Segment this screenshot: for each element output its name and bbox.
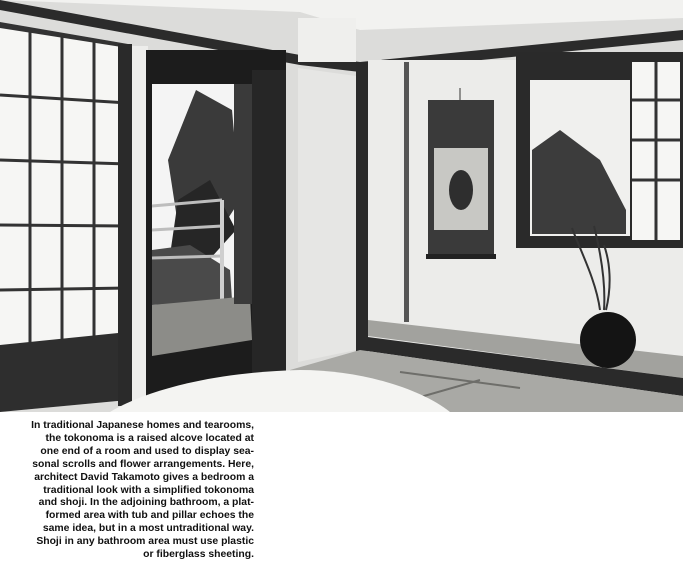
caption-line: same idea, but in a most untraditional way.: [42, 523, 254, 535]
caption-line: traditional look with a simplified tokonoma: [43, 484, 254, 496]
caption-line: formed area with tub and pillar echoes the: [45, 510, 254, 522]
photo-caption: [4, 420, 254, 562]
hanging-scroll-icon: [426, 88, 496, 259]
caption-line: the tokonoma is a raised alcove located at: [45, 432, 254, 444]
caption-line: one end of a room and used to display sea-: [40, 445, 254, 457]
wall-panel-center: [298, 68, 356, 362]
caption-line: In traditional Japanese homes and tearooms,: [31, 420, 254, 431]
caption-line: architect David Takamoto gives a bedroom a: [34, 471, 254, 483]
caption-line: Shoji in any bathroom area must use plastic: [36, 536, 254, 548]
caption-line: or fiberglass sheeting.: [143, 549, 254, 561]
sliding-door: [234, 84, 254, 304]
door-jamb: [252, 70, 286, 400]
window-shoji: [632, 62, 680, 240]
wall-strip: [132, 46, 148, 401]
transom-panel: [298, 18, 356, 62]
caption-line: sonal scrolls and flower arrangements. Here,: [32, 458, 254, 470]
pillar-left: [118, 44, 132, 406]
caption-line: and shoji. In the adjoining bathroom, a plat-: [38, 497, 254, 509]
shoji-screen-icon: [0, 22, 128, 412]
pillar-center: [356, 62, 368, 352]
alcove-post: [404, 62, 409, 322]
